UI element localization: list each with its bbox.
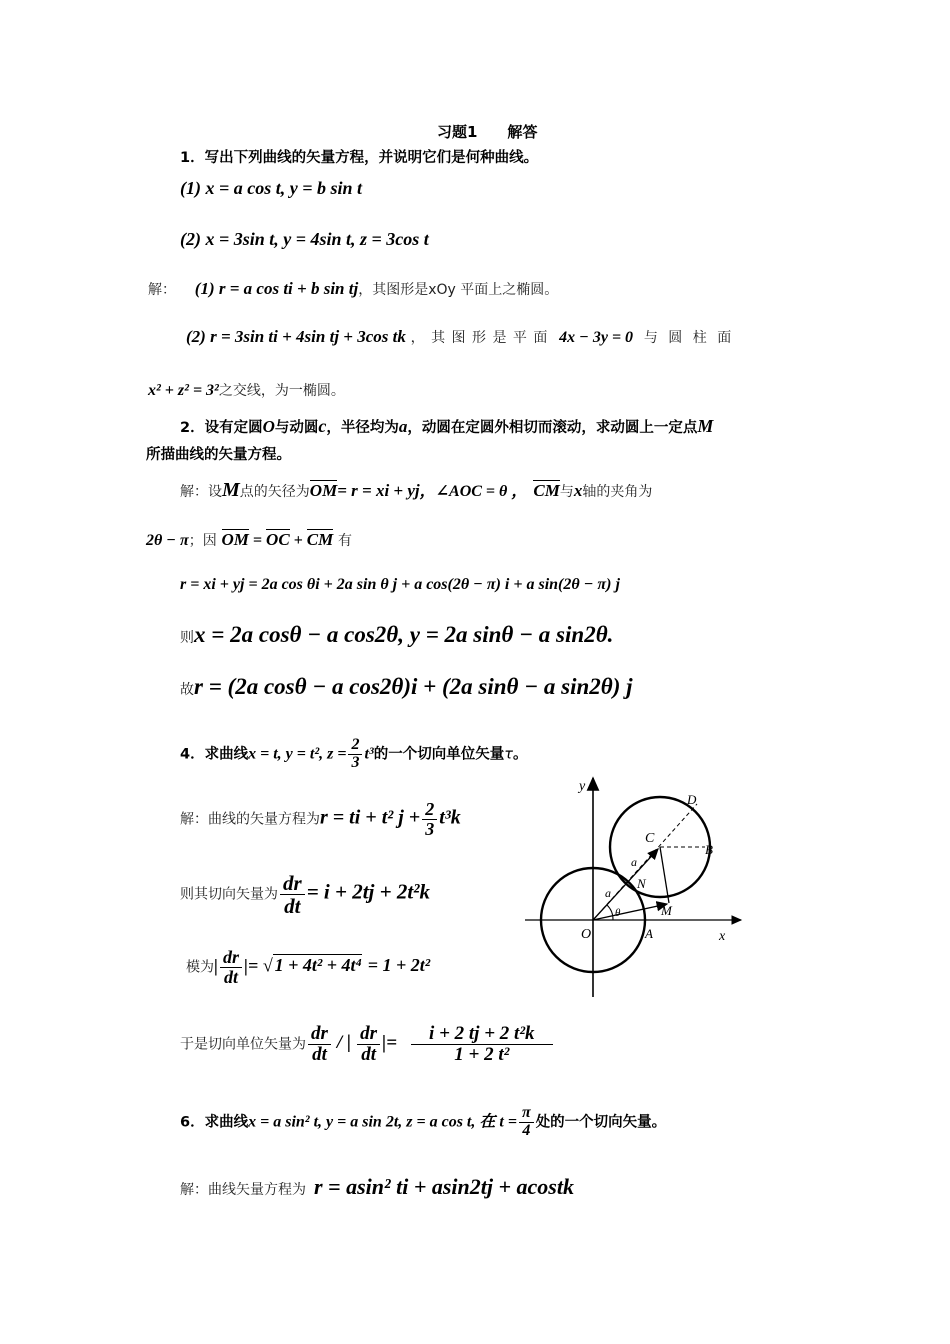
q2-equation-final (180, 674, 633, 700)
q4-s2-label: 则其切向矢量为 (180, 886, 278, 903)
q4-prompt-a: 4．求曲线 (180, 746, 249, 763)
q4-step4 (180, 1024, 555, 1065)
q4-s4-label: 于是切向单位矢量为 (180, 1036, 306, 1053)
vector-CM-2: CM (306, 530, 334, 549)
q4-s3-dr: dr (220, 948, 242, 968)
q4-s1-fraction (422, 800, 437, 839)
q2-sol-eq1: = r = xi + yj (337, 481, 420, 500)
label-M: M (661, 903, 672, 918)
q1-sol2-text2: 与 圆 柱 面 (643, 330, 735, 346)
q4-prompt-b: 的一个切向单位矢量 (373, 746, 505, 763)
page-title: 习题1 解答 (437, 123, 538, 141)
q4-s2-eq: = i + 2tj + 2t²k (306, 879, 430, 904)
q4-s3-label: 模为 (186, 959, 214, 976)
q4-s3-eq-a: |= (243, 955, 259, 976)
q6-prompt-b: 处的一个切向矢量。 (535, 1114, 667, 1131)
q2-eq-xy: x = 2a cosθ − a cos2θ, y = 2a sinθ − a sin2θ. (194, 622, 614, 647)
label-x: x (719, 929, 726, 944)
q1-item2: (2) x = 3sin t, y = 4sin t, z = 3cos t (180, 229, 429, 249)
q4-s1-eq-b: t³k (439, 806, 461, 829)
label-B: B (705, 842, 713, 857)
q2-hence: 故 (180, 682, 194, 698)
q2-prompt-c: ，半径均为 (326, 420, 399, 436)
q4-s1-eq-a: r = ti + t² j + (320, 806, 421, 829)
vector-OM: OM (309, 481, 338, 500)
q2-prompt-line2: 所描曲线的矢量方程。 (146, 447, 291, 463)
q4-s3-eq-b: = 1 + 2t² (367, 955, 431, 976)
q4-s4-result (411, 1024, 552, 1065)
q4-s4-dt-1: dt (312, 1043, 327, 1065)
label-a1: a (631, 855, 637, 869)
q2-sol-x: x (573, 481, 583, 500)
q2-sol-c: 与 (559, 484, 574, 500)
q6-prompt-a: 6．求曲线 (180, 1114, 249, 1131)
q4-s3-derivative (220, 948, 242, 987)
q1-sol1-text: ，其图形是xOy 平面上之椭圆。 (358, 282, 559, 298)
q4-step1 (180, 800, 461, 839)
label-y: y (579, 779, 586, 794)
q2-sol-f: 有 (338, 533, 353, 549)
q4-s1-frac-den: 3 (425, 818, 435, 839)
label-N: N (637, 876, 646, 891)
q4-prompt-t3: t³ (364, 745, 374, 763)
q6-solution (180, 1174, 574, 1200)
q1-sol2-cylinder: x² + z² = 3² (148, 382, 219, 399)
q4-s3-dt: dt (223, 966, 238, 987)
q4-s4-sep: / | (336, 1032, 352, 1054)
q2-equation-xy (180, 622, 613, 648)
vector-OM-2: OM (221, 530, 249, 549)
q2-equation-r: r = xi + yj = 2a cos θi + 2a sin θ j + a cos(2θ − π) i + a sin(2θ − π) j (180, 576, 620, 593)
q1-solution-2-cont (148, 380, 345, 400)
q4-s1-label: 解：曲线的矢量方程为 (180, 811, 320, 828)
q2-then: 则 (180, 630, 194, 646)
q1-sol2-text: ， 其 图 形 是 平 面 (410, 330, 549, 346)
q1-prompt: 1．写出下列曲线的矢量方程，并说明它们是何种曲线。 (180, 150, 539, 166)
q2-sol-a: 解：设 (180, 484, 222, 500)
q4-s4-dr-1: dr (308, 1024, 331, 1045)
q4-s4-den: 1 + 2 t² (454, 1043, 510, 1065)
q6-sol-eq: r = asin² ti + asin2tj + acostk (314, 1174, 574, 1199)
q6-fraction (519, 1105, 534, 1140)
label-A: A (645, 926, 653, 941)
q4-s4-dt-2: dt (361, 1043, 376, 1065)
q6-prompt (180, 1105, 666, 1140)
q4-prompt-end: 。 (512, 746, 528, 763)
q1-solution-1 (148, 279, 558, 299)
vector-line-CM (660, 847, 669, 903)
q2-sol-d: 轴的夹角为 (582, 484, 653, 500)
q2-prompt-a: 2．设有定圆 (180, 420, 263, 436)
q2-sol-e: ；因 (188, 533, 217, 549)
vector-CM: CM (533, 481, 560, 500)
q2-sol-b: 点的矢径为 (239, 484, 310, 500)
q2-angle2: 2θ − π (146, 532, 189, 549)
q4-tau: τ (504, 746, 513, 763)
label-theta: θ (615, 907, 621, 919)
angle-theta-arc (607, 905, 613, 920)
q2-symbol-O: O (262, 417, 275, 436)
q4-s2-dr: dr (280, 872, 305, 895)
q1-solution-2 (186, 327, 734, 347)
q4-fraction (348, 737, 362, 772)
q4-step3: 模为| $\frac{dr}{dt}$ |= √ 1 + 4t² + 4t⁴ = 1 + 2t² (186, 947, 431, 987)
q4-s4-derivative-1 (308, 1024, 331, 1065)
q2-sol-M: M (222, 479, 240, 501)
label-a2: a (605, 886, 611, 900)
vector-OC: OC (266, 530, 290, 549)
q4-s2-derivative (280, 872, 305, 917)
q4-prompt (180, 737, 527, 772)
q6-sol-label: 解：曲线矢量方程为 (180, 1182, 306, 1198)
q1-sol2-plane: 4x − 3y = 0 (559, 329, 634, 346)
q2-prompt (180, 416, 713, 437)
vector-line-OC (593, 849, 658, 920)
q4-frac-den: 3 (351, 753, 360, 771)
q2-symbol-M: M (697, 416, 714, 436)
q2-solution-line1 (180, 478, 652, 502)
q2-prompt-d: ，动圆在定圆外相切而滚动，求动圆上一定点 (407, 420, 698, 436)
label-D: D (687, 792, 697, 807)
q2-eq-final: r = (2a cosθ − a cos2θ)i + (2a sinθ − a sin2θ) j (194, 674, 633, 699)
q1-item1: (1) x = a cos t, y = b sin t (180, 178, 363, 198)
q4-s2-dt: dt (284, 894, 301, 919)
q2-sol-angle: ，∠AOC = θ ， (419, 483, 528, 500)
q6-frac-num: π (519, 1105, 534, 1123)
q2-symbol-c: c (318, 416, 327, 436)
q1-sol2-equation: (2) r = 3sin ti + 4sin tj + 3cos tk (186, 327, 406, 346)
q4-s4-derivative-2 (357, 1024, 380, 1065)
q2-symbol-a: a (398, 417, 408, 436)
q6-frac-den: 4 (522, 1121, 531, 1139)
label-C: C (645, 831, 655, 846)
q2-solution-line2: 2θ − π；因 OM = OC + CM 有 (146, 530, 353, 549)
rolling-circles-figure (515, 772, 755, 1012)
q4-s4-num: i + 2 tj + 2 t²k (411, 1024, 552, 1045)
q4-s4-dr-2: dr (357, 1024, 380, 1045)
q4-s1-frac-num: 2 (422, 800, 437, 820)
q1-sol2-end: 之交线，为一椭圆。 (218, 383, 345, 399)
q6-prompt-eq: x = a sin² t, y = a sin 2t, z = a cos t, 在 t = (248, 1113, 517, 1131)
q4-s3-sqrt: 1 + 4t² + 4t⁴ (274, 955, 362, 976)
q4-prompt-eq: x = t, y = t², z = (248, 745, 347, 763)
q4-frac-num: 2 (348, 737, 362, 755)
q2-prompt-b: 与动圆 (274, 420, 319, 436)
vector-line-OM (593, 904, 667, 920)
solution-label: 解： (148, 282, 176, 298)
q4-s4-eq: |= (382, 1032, 398, 1054)
q4-step2 (180, 872, 430, 917)
label-O: O (581, 927, 592, 942)
q1-sol1-equation: (1) r = a cos ti + b sin tj (194, 279, 359, 298)
